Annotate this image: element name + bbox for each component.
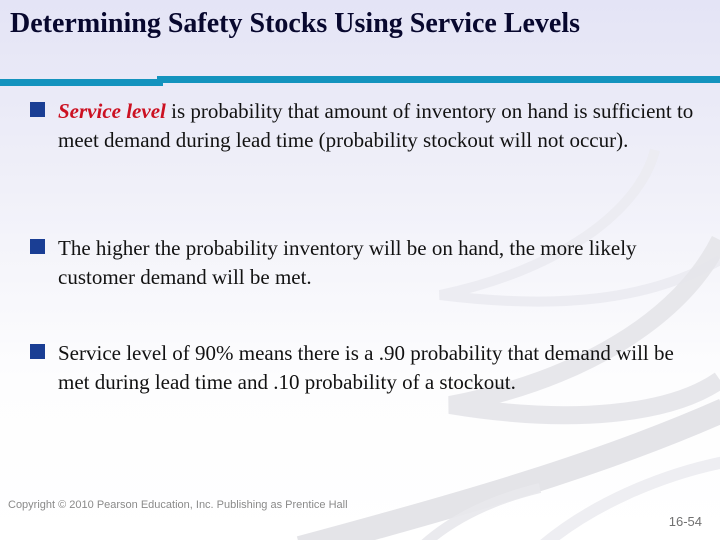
bullet-icon — [30, 239, 45, 254]
bullet-text: The higher the probability inventory will be on hand, the more likely customer demand will be met. — [58, 236, 637, 289]
accent-bar-left-segment — [0, 79, 163, 86]
bullet-item-service-level — [30, 97, 696, 155]
accent-bar-right-segment — [157, 76, 720, 83]
bullet-item-higher-probability — [30, 234, 696, 292]
slide-page-number: 16-54 — [668, 514, 702, 529]
bullet-icon — [30, 102, 45, 117]
footer-copyright: Copyright © 2010 Pearson Education, Inc. Publishing as Prentice Hall — [8, 499, 348, 511]
bullet-item-service-level-90 — [30, 339, 696, 397]
bullet-highlight-text: Service level — [58, 99, 166, 123]
bullet-text: is probability that amount of inventory on hand is sufficient to meet demand during lead time (probability stockout will not occur). — [58, 99, 694, 152]
bullet-text: Service level of 90% means there is a .90 probability that demand will be met during lead time and .10 probability of a stockout. — [58, 341, 674, 394]
slide-title: Determining Safety Stocks Using Service Levels — [10, 8, 581, 39]
bullet-icon — [30, 344, 45, 359]
